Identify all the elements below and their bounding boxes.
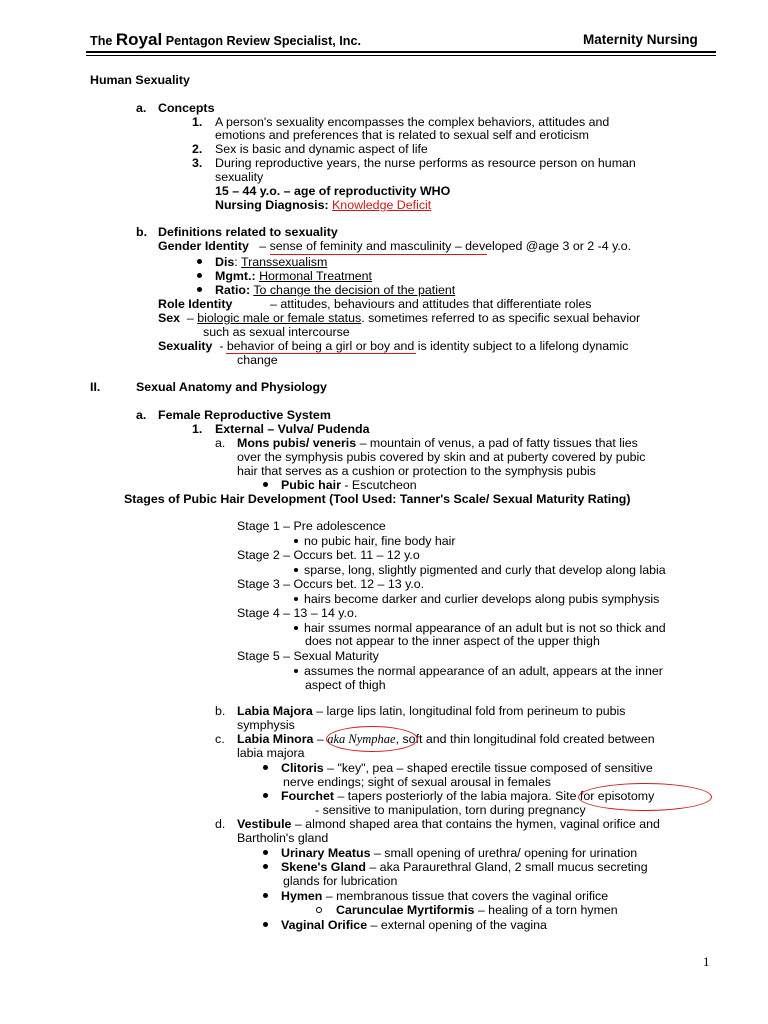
stage-desc: sparse, long, slightly pigmented and curly that develop along labia (294, 563, 666, 577)
bullet-dot (294, 626, 298, 630)
header-subject: Maternity Nursing (583, 32, 698, 47)
female-system-label: a. (136, 408, 147, 422)
vestibule: Vestibule – almond shaped area that contains the hymen, vaginal orifice and (237, 817, 660, 831)
bullet-dot (197, 259, 202, 264)
age-line: 15 – 44 y.o. – age of reproductivity WHO (215, 184, 451, 198)
gender-bullet: Dis: Transsexualism (197, 255, 327, 269)
defs-label: b. (136, 225, 148, 239)
concept-text: A person's sexuality encompasses the complex behaviors, attitudes and (215, 115, 610, 129)
bullet-dot (263, 482, 268, 487)
gender-identity: Gender Identity – sense of feminity and masculinity – developed @age 3 or 2 -4 y.o. (158, 239, 632, 253)
concept-number: 2. (192, 142, 203, 156)
stage-title: Stage 3 – Occurs bet. 12 – 13 y.o. (237, 577, 425, 591)
bullet-dot (197, 273, 202, 278)
sexuality-definition: Sexuality - behavior of being a girl or boy and is identity subject to a lifelong dynamic (158, 339, 629, 353)
vaginal-orifice: Vaginal Orifice – external opening of the vagina (263, 918, 547, 932)
female-system-heading: Female Reproductive System (158, 408, 331, 422)
page-title: Human Sexuality (90, 73, 190, 87)
carunculae: Carunculae Myrtiformis – healing of a torn hymen (316, 903, 618, 917)
bullet-dot (263, 765, 268, 770)
header-rule-thin (86, 55, 716, 56)
fourchet: Fourchet – tapers posteriorly of the labia majora. Site for episotomy (263, 789, 654, 803)
stage-desc-cont: does not appear to the inner aspect of the upper thigh (305, 634, 600, 648)
nymphae-annotation: aka Nymphae (327, 732, 396, 746)
fourchet-cont: - sensitive to manipulation, torn during pregnancy (315, 803, 586, 817)
labia-minora: Labia Minora – aka Nymphae, soft and thin longitudinal fold created between (237, 732, 655, 746)
hymen: Hymen – membranous tissue that covers the vaginal orifice (263, 889, 608, 903)
gender-bullet: Mgmt.: Hormonal Treatment (197, 269, 372, 283)
bullet-dot (263, 922, 268, 927)
labia-majora-cont: symphysis (237, 718, 295, 732)
external-number: 1. (192, 422, 203, 436)
bullet-dot (263, 864, 268, 869)
nursing-diagnosis: Nursing Diagnosis: Knowledge Deficit (215, 198, 432, 212)
role-identity-term: Role Identity (158, 297, 233, 311)
concept-text: Sex is basic and dynamic aspect of life (215, 142, 428, 156)
concept-number: 1. (192, 115, 203, 129)
stage-desc: no pubic hair, fine body hair (294, 534, 456, 548)
bullet-dot (294, 597, 298, 601)
vestibule-cont: Bartholin's gland (237, 831, 329, 845)
urinary-meatus: Urinary Meatus – small opening of urethra/ opening for urination (263, 846, 637, 860)
external-heading: External – Vulva/ Pudenda (215, 422, 370, 436)
stage-desc-cont: aspect of thigh (305, 678, 386, 692)
minora-label: c. (215, 732, 225, 746)
majora-label: b. (215, 704, 226, 718)
mons-pubis: Mons pubis/ veneris – mountain of venus, a pad of fatty tissues that lies (237, 436, 638, 450)
diagnosis-value: Knowledge Deficit (332, 198, 432, 212)
bullet-dot (263, 893, 268, 898)
bullet-dot (197, 287, 202, 292)
concept-text: emotions and preferences that is related to sexual self and eroticism (215, 128, 589, 142)
gender-bullet: Ratio: To change the decision of the patient (197, 283, 455, 297)
stage-title: Stage 4 – 13 – 14 y.o. (237, 606, 358, 620)
pubic-hair: Pubic hair - Escutcheon (263, 478, 417, 492)
bullet-circle (316, 907, 322, 913)
stage-title: Stage 2 – Occurs bet. 11 – 12 y.o (237, 548, 420, 562)
episiotomy-note: Site for episotomy (555, 789, 655, 803)
episiotomy-circle (578, 783, 712, 811)
stages-heading: Stages of Pubic Hair Development (Tool Used: Tanner's Scale/ Sexual Maturity Rating) (124, 492, 631, 506)
skenes-gland-cont: glands for lubrication (283, 874, 398, 888)
clitoris: Clitoris – "key", pea – shaped erectile tissue composed of sensitive (263, 761, 653, 775)
header-company: The Royal Pentagon Review Specialist, Inc. (90, 30, 361, 49)
stage-desc: hairs become darker and curlier develops along pubis symphysis (294, 592, 659, 606)
page-number: 1 (703, 954, 710, 969)
sexuality-definition-cont: change (237, 353, 278, 367)
labia-majora: Labia Majora – large lips latin, longitudinal fold from perineum to pubis (237, 704, 626, 718)
sex-definition-cont: such as sexual intercourse (203, 325, 350, 339)
mons-label: a. (215, 436, 226, 450)
mons-pubis-cont: over the symphysis pubis covered by skin and at puberty covered by pubic (237, 450, 646, 464)
defs-heading: Definitions related to sexuality (158, 225, 338, 239)
section-numeral: II. (90, 380, 101, 394)
bullet-dot (263, 850, 268, 855)
stage-title: Stage 5 – Sexual Maturity (237, 649, 379, 663)
role-identity-def: – attitudes, behaviours and attitudes that differentiate roles (270, 297, 592, 311)
concept-text: During reproductive years, the nurse performs as resource person on human (215, 156, 636, 170)
concepts-heading: Concepts (158, 101, 215, 115)
concepts-label: a. (136, 101, 147, 115)
nymphae-circle (326, 726, 418, 752)
bullet-dot (294, 669, 298, 673)
header-royal: Royal (115, 30, 163, 49)
header-rule-thick (86, 51, 716, 53)
concept-text: sexuality (215, 170, 264, 184)
bullet-dot (294, 568, 298, 572)
section-heading: Sexual Anatomy and Physiology (136, 380, 327, 394)
bullet-dot (263, 793, 268, 798)
stage-desc: assumes the normal appearance of an adult, appears at the inner (294, 664, 663, 678)
concept-number: 3. (192, 156, 203, 170)
vestibule-label: d. (215, 817, 226, 831)
sex-definition: Sex – biologic male or female status. sometimes referred to as specific sexual behavior (158, 311, 641, 325)
stage-desc: hair ssumes normal appearance of an adult but is not so thick and (294, 621, 666, 635)
labia-minora-cont: labia majora (237, 746, 305, 760)
bullet-dot (294, 539, 298, 543)
skenes-gland: Skene's Gland – aka Paraurethral Gland, 2 small mucus secreting (263, 860, 648, 874)
stage-title: Stage 1 – Pre adolescence (237, 519, 386, 533)
clitoris-cont: nerve endings; sight of sexual arousal in females (283, 775, 551, 789)
mons-pubis-cont: hair that serves as a cushion or protection to the symphysis pubis (237, 464, 596, 478)
